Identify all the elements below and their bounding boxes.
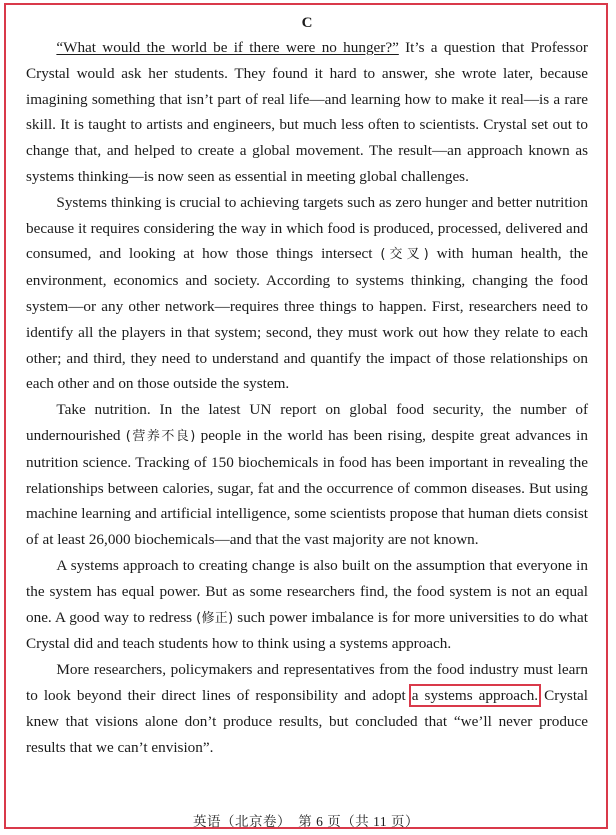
page-footer: 英语（北京卷） 第 6 页（共 11 页）	[193, 814, 419, 829]
gloss-intersect: (交叉)	[380, 247, 429, 263]
gloss-undernourished: (营养不良)	[125, 428, 196, 444]
paragraph-5	[26, 657, 588, 760]
paragraph-4	[26, 553, 588, 657]
paragraph-3-text-a: Take nutrition. In the latest UN report on global food security, the number of undernourished	[26, 401, 588, 444]
paragraph-5-text-b: Crystal knew that visions alone don’t produce results, but concluded that “we’ll never produce results that we can’t envision”.	[26, 686, 588, 756]
gloss-redress: (修正)	[196, 610, 234, 626]
passage-c	[26, 11, 588, 760]
paragraph-2-text-b: with human health, the environment, economics and society. According to systems thinking, changing the food system—or any other network—requires three things to happen. First, researchers need to identify all the players in that system; second, they must work out how they relate to each other; and third, they need to understand and quantify the impact of those relationships on each other and on those outside the system.	[26, 245, 589, 393]
highlighted-phrase: a systems approach.	[411, 686, 539, 704]
underlined-question: “What would the world be if there were no hunger?”	[56, 39, 399, 56]
exam-page-frame	[4, 3, 608, 829]
paragraph-4-text-a: A systems approach to creating change is also built on the assumption that everyone in the system has equal power. But as some researchers find, the food system is not an equal one. A good way to redress	[26, 556, 588, 626]
paragraph-1-text: It’s a question that Professor Crystal would ask her students. They found it hard to answer, she wrote later, because imagining something that isn’t part of real life—and learning how to make it real—is a rare skill. It is taught to artists and engineers, but much less often to scientists. Crystal set out to change that, and helped to create a global movement. The result—an approach known as systems thinking—is now seen as essential in meeting global challenges.	[26, 39, 588, 185]
passage-heading: C	[301, 15, 313, 31]
paragraph-3-text-b: people in the world has been rising, despite great advances in nutrition science. Tracking of 150 biochemicals in food has been important in revealing the relationships between calories, sugar, fat and the occurrence of common diseases. But using machine learning and artificial intelligence, some scientists propose that human diets consist of at least 26,000 biochemicals—and that the vast majority are not known.	[26, 426, 588, 549]
paragraph-5-text-a: More researchers, policymakers and representatives from the food industry must learn to look beyond their direct lines of responsibility and adopt	[26, 661, 588, 704]
paragraph-1	[26, 35, 588, 190]
paragraph-4-text-b: such power imbalance is for more universities to do what Crystal did and teach students how to think using a systems approach.	[26, 608, 588, 653]
paragraph-2-text-a: Systems thinking is crucial to achieving targets such as zero hunger and better nutrition because it requires considering the way in which food is produced, processed, delivered and consumed, and looking at how those things intersect	[26, 193, 588, 263]
paragraph-2	[26, 190, 588, 397]
paragraph-3	[26, 397, 588, 553]
